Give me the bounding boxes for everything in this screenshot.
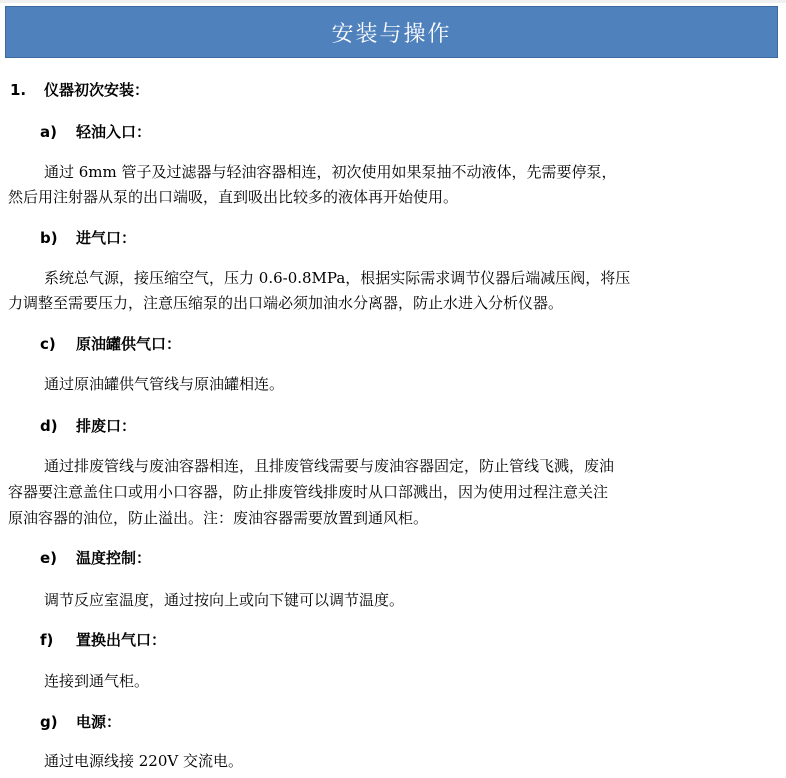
item-d-title: 排废口：	[76, 417, 137, 435]
item-c-line-1: 通过原油罐供气管线与原油罐相连。	[44, 375, 285, 393]
page-title: 安装与操作	[331, 21, 452, 47]
item-b-title: 进气口：	[76, 229, 137, 247]
item-e-marker: e)	[40, 549, 58, 567]
item-c-title: 原油罐供气口：	[76, 335, 182, 353]
section-number: 1.	[10, 81, 27, 99]
item-e-line-1: 调节反应室温度，通过按向上或向下键可以调节温度。	[44, 591, 405, 609]
item-a-line-2: 然后用注射器从泵的出口端吸，直到吸出比较多的液体再开始使用。	[8, 188, 459, 206]
item-b-line-1: 系统总气源，接压缩空气，压力 0.6-0.8MPa，根据实际需求调节仪器后端减压阀，将压	[44, 269, 631, 287]
item-e-title: 温度控制：	[76, 549, 152, 567]
item-a-line-1: 通过 6mm 管子及过滤器与轻油容器相连，初次使用如果泵抽不动液体，先需要停泵，	[44, 163, 617, 181]
item-f-title: 置换出气口：	[76, 631, 167, 649]
item-g-title: 电源：	[76, 713, 122, 731]
item-g-marker: g)	[40, 713, 58, 731]
item-d-line-1: 通过排废管线与废油容器相连，且排废管线需要与废油容器固定，防止管线飞溅，废油	[44, 457, 615, 475]
item-g-line-1: 通过电源线接 220V 交流电。	[44, 752, 244, 770]
item-c-marker: c)	[40, 335, 56, 353]
section-title: 仪器初次安装：	[44, 81, 150, 99]
item-f-marker: f)	[40, 631, 54, 649]
item-d-line-3: 原油容器的油位，防止溢出。注：废油容器需要放置到通风柜。	[8, 509, 429, 527]
item-b-line-2: 力调整至需要压力，注意压缩泵的出口端必须加油水分离器，防止水进入分析仪器。	[8, 294, 564, 312]
item-a-title: 轻油入口：	[76, 123, 152, 141]
item-b-marker: b)	[40, 229, 58, 247]
item-d-line-2: 容器要注意盖住口或用小口容器，防止排废管线排废时从口部溅出，因为使用过程注意关注	[8, 483, 609, 501]
item-f-line-1: 连接到通气柜。	[44, 672, 150, 690]
item-d-marker: d)	[40, 417, 58, 435]
item-a-marker: a)	[40, 123, 57, 141]
